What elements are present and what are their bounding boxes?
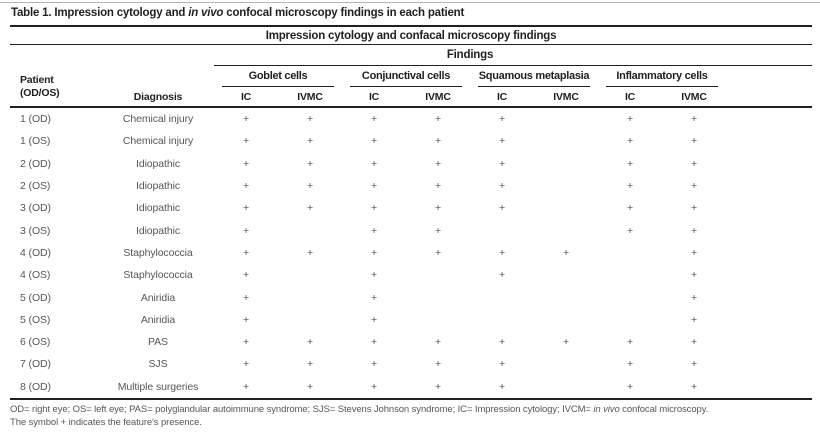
table-row [10, 108, 812, 130]
finding-cell [534, 175, 598, 197]
table-rule-bottom [10, 398, 812, 400]
finding-cell [534, 264, 598, 286]
group-header-conjunctival-cells [342, 66, 470, 87]
finding-cell: + [306, 246, 314, 259]
finding-cell: + [306, 358, 314, 371]
finding-cell: + [434, 380, 442, 393]
col-header-goblet-ivmc: IVMC [297, 90, 323, 103]
table-row [10, 353, 812, 375]
finding-cell: + [242, 291, 250, 304]
finding-cell: + [242, 313, 250, 326]
group-underline [222, 86, 334, 88]
finding-cell: + [242, 246, 250, 259]
col-header-conjunctival-ic: IC [368, 90, 380, 103]
col-header-conjunctival-ivmc: IVMC [425, 90, 451, 103]
finding-cell: + [690, 358, 698, 371]
table-body [10, 108, 812, 398]
group-label: Goblet cells [248, 69, 308, 82]
finding-cell: + [370, 157, 378, 170]
finding-cell: + [242, 157, 250, 170]
finding-cell: + [626, 113, 634, 126]
finding-cell: + [690, 291, 698, 304]
finding-cell: + [626, 135, 634, 148]
finding-cell: + [242, 180, 250, 193]
finding-cell: + [626, 380, 634, 393]
finding-cell [470, 309, 534, 331]
table-row [10, 242, 812, 264]
finding-cell [534, 309, 598, 331]
findings-header-row [10, 45, 812, 65]
diagnosis-cell: Staphylococcia [123, 246, 193, 259]
finding-cell: + [242, 358, 250, 371]
finding-cell: + [370, 313, 378, 326]
finding-cell: + [690, 246, 698, 259]
diagnosis-cell: Idiopathic [136, 224, 180, 237]
finding-cell: + [498, 135, 506, 148]
finding-cell [278, 264, 342, 286]
finding-cell: + [626, 157, 634, 170]
finding-cell [598, 286, 662, 308]
patient-cell: 5 (OD) [20, 291, 51, 304]
finding-cell: + [242, 135, 250, 148]
finding-cell: + [690, 380, 698, 393]
table-row [10, 153, 812, 175]
finding-cell: + [370, 291, 378, 304]
finding-cell [406, 264, 470, 286]
finding-cell [406, 309, 470, 331]
diagnosis-cell: Staphylococcia [123, 269, 193, 282]
finding-cell [534, 286, 598, 308]
finding-cell: + [690, 202, 698, 215]
col-header-squamous-ic: IC [496, 90, 508, 103]
patient-cell: 4 (OD) [20, 246, 51, 259]
finding-cell: + [434, 224, 442, 237]
finding-cell [598, 242, 662, 264]
finding-cell: + [306, 380, 314, 393]
finding-cell [534, 376, 598, 398]
table-row [10, 286, 812, 308]
finding-cell [534, 153, 598, 175]
finding-cell: + [370, 269, 378, 282]
col-header-goblet-ic: IC [240, 90, 252, 103]
finding-cell: + [690, 224, 698, 237]
finding-cell: + [306, 202, 314, 215]
finding-cell: + [562, 336, 570, 349]
table-span-header: Impression cytology and confacal microscopy findings [265, 29, 557, 42]
finding-cell [278, 286, 342, 308]
finding-cell: + [626, 358, 634, 371]
finding-cell: + [370, 358, 378, 371]
diagnosis-cell: Idiopathic [136, 202, 180, 215]
finding-cell: + [498, 202, 506, 215]
group-underline [478, 86, 590, 88]
diagnosis-cell: PAS [148, 336, 168, 349]
finding-cell: + [690, 269, 698, 282]
finding-cell: + [498, 246, 506, 259]
finding-cell [598, 309, 662, 331]
finding-cell: + [690, 313, 698, 326]
finding-cell: + [242, 336, 250, 349]
finding-cell: + [626, 202, 634, 215]
finding-cell: + [242, 202, 250, 215]
table-row [10, 219, 812, 241]
finding-cell: + [690, 336, 698, 349]
finding-cell: + [690, 157, 698, 170]
table-row [10, 309, 812, 331]
page-top-divider [0, 2, 820, 3]
col-header-inflammatory-ivmc: IVMC [681, 90, 707, 103]
footnote-suffix: confocal microscopy. [619, 403, 709, 415]
footnote-italic: in vivo [593, 403, 620, 415]
finding-cell [534, 219, 598, 241]
diagnosis-column-header: Diagnosis [133, 90, 183, 103]
finding-cell: + [242, 269, 250, 282]
group-header-inflammatory-cells [598, 66, 726, 87]
finding-cell [598, 264, 662, 286]
findings-header: Findings [446, 49, 494, 61]
finding-cell: + [306, 180, 314, 193]
footnote-line1 [10, 403, 812, 416]
finding-cell [278, 219, 342, 241]
finding-cell: + [498, 358, 506, 371]
finding-cell: + [242, 380, 250, 393]
table-title-suffix: confocal microscopy findings in each patient [223, 7, 465, 19]
finding-cell [534, 353, 598, 375]
patient-cell: 1 (OS) [20, 135, 51, 148]
finding-cell [278, 309, 342, 331]
col-header-inflammatory-ic: IC [624, 90, 636, 103]
group-header-goblet-cells [214, 66, 342, 87]
diagnosis-cell: Idiopathic [136, 157, 180, 170]
finding-cell: + [370, 336, 378, 349]
table-row [10, 130, 812, 152]
finding-cell: + [370, 180, 378, 193]
finding-cell: + [434, 358, 442, 371]
finding-cell: + [498, 113, 506, 126]
finding-cell: + [498, 336, 506, 349]
footnote-line2: The symbol + indicates the feature's presence. [10, 416, 202, 428]
patient-column-header [20, 74, 59, 100]
finding-cell: + [242, 224, 250, 237]
column-group-header-row [10, 66, 812, 87]
finding-cell: + [370, 246, 378, 259]
diagnosis-cell: Chemical injury [122, 135, 194, 148]
finding-cell [534, 197, 598, 219]
table-footnote [10, 403, 812, 429]
footnote-abbreviations: OD= right eye; OS= left eye; PAS= polyglandular autoimmune syndrome; SJS= Stevens Johnson syndrome; IC= Impression cytology; IVCM= [10, 403, 594, 415]
patient-header-line2: (OD/OS) [20, 87, 60, 99]
col-header-squamous-ivmc: IVMC [553, 90, 579, 103]
finding-cell: + [370, 202, 378, 215]
finding-cell: + [370, 135, 378, 148]
diagnosis-cell: SJS [148, 358, 168, 371]
finding-cell: + [434, 135, 442, 148]
table-row [10, 175, 812, 197]
finding-cell: + [306, 157, 314, 170]
finding-cell: + [690, 180, 698, 193]
finding-cell [534, 108, 598, 130]
finding-cell: + [498, 180, 506, 193]
table-row [10, 197, 812, 219]
table-title-italic: in vivo [188, 7, 224, 19]
patient-header-line1: Patient [20, 74, 54, 86]
finding-cell: + [306, 135, 314, 148]
table-row [10, 331, 812, 353]
group-label: Conjunctival cells [361, 69, 451, 82]
diagnosis-cell: Multiple surgeries [117, 380, 199, 393]
group-header-squamous-metaplasia [470, 66, 598, 87]
group-underline [606, 86, 718, 88]
finding-cell: + [242, 113, 250, 126]
group-label: Squamous metaplasia [478, 69, 590, 82]
finding-cell: + [626, 336, 634, 349]
finding-cell: + [434, 113, 442, 126]
finding-cell: + [690, 135, 698, 148]
patient-cell: 5 (OS) [20, 313, 51, 326]
sub-header-row [10, 87, 812, 106]
table-title [11, 7, 464, 19]
table-title-prefix: Table 1. Impression cytology and [11, 7, 189, 19]
finding-cell [470, 219, 534, 241]
finding-cell: + [498, 269, 506, 282]
findings-table [10, 25, 812, 429]
patient-cell: 1 (OD) [20, 113, 51, 126]
finding-cell: + [562, 246, 570, 259]
diagnosis-cell: Aniridia [140, 291, 176, 304]
patient-cell: 7 (OD) [20, 358, 51, 371]
patient-cell: 2 (OS) [20, 180, 51, 193]
finding-cell: + [306, 336, 314, 349]
finding-cell: + [370, 224, 378, 237]
diagnosis-cell: Chemical injury [122, 113, 194, 126]
table-row [10, 376, 812, 398]
patient-cell: 3 (OS) [20, 224, 51, 237]
patient-cell: 2 (OD) [20, 157, 51, 170]
group-underline [350, 86, 462, 88]
finding-cell: + [690, 113, 698, 126]
finding-cell: + [434, 246, 442, 259]
finding-cell [534, 130, 598, 152]
finding-cell: + [434, 180, 442, 193]
finding-cell: + [626, 224, 634, 237]
finding-cell: + [434, 202, 442, 215]
finding-cell: + [434, 157, 442, 170]
finding-cell: + [498, 380, 506, 393]
patient-cell: 6 (OS) [20, 336, 51, 349]
finding-cell: + [306, 113, 314, 126]
finding-cell: + [370, 113, 378, 126]
diagnosis-cell: Aniridia [140, 313, 176, 326]
finding-cell: + [370, 380, 378, 393]
finding-cell [470, 286, 534, 308]
patient-cell: 4 (OS) [20, 269, 51, 282]
group-label: Inflammatory cells [616, 69, 708, 82]
diagnosis-cell: Idiopathic [136, 180, 180, 193]
table-row [10, 264, 812, 286]
finding-cell: + [434, 336, 442, 349]
finding-cell [406, 286, 470, 308]
finding-cell: + [498, 157, 506, 170]
finding-cell: + [626, 180, 634, 193]
patient-cell: 8 (OD) [20, 380, 51, 393]
patient-cell: 3 (OD) [20, 202, 51, 215]
